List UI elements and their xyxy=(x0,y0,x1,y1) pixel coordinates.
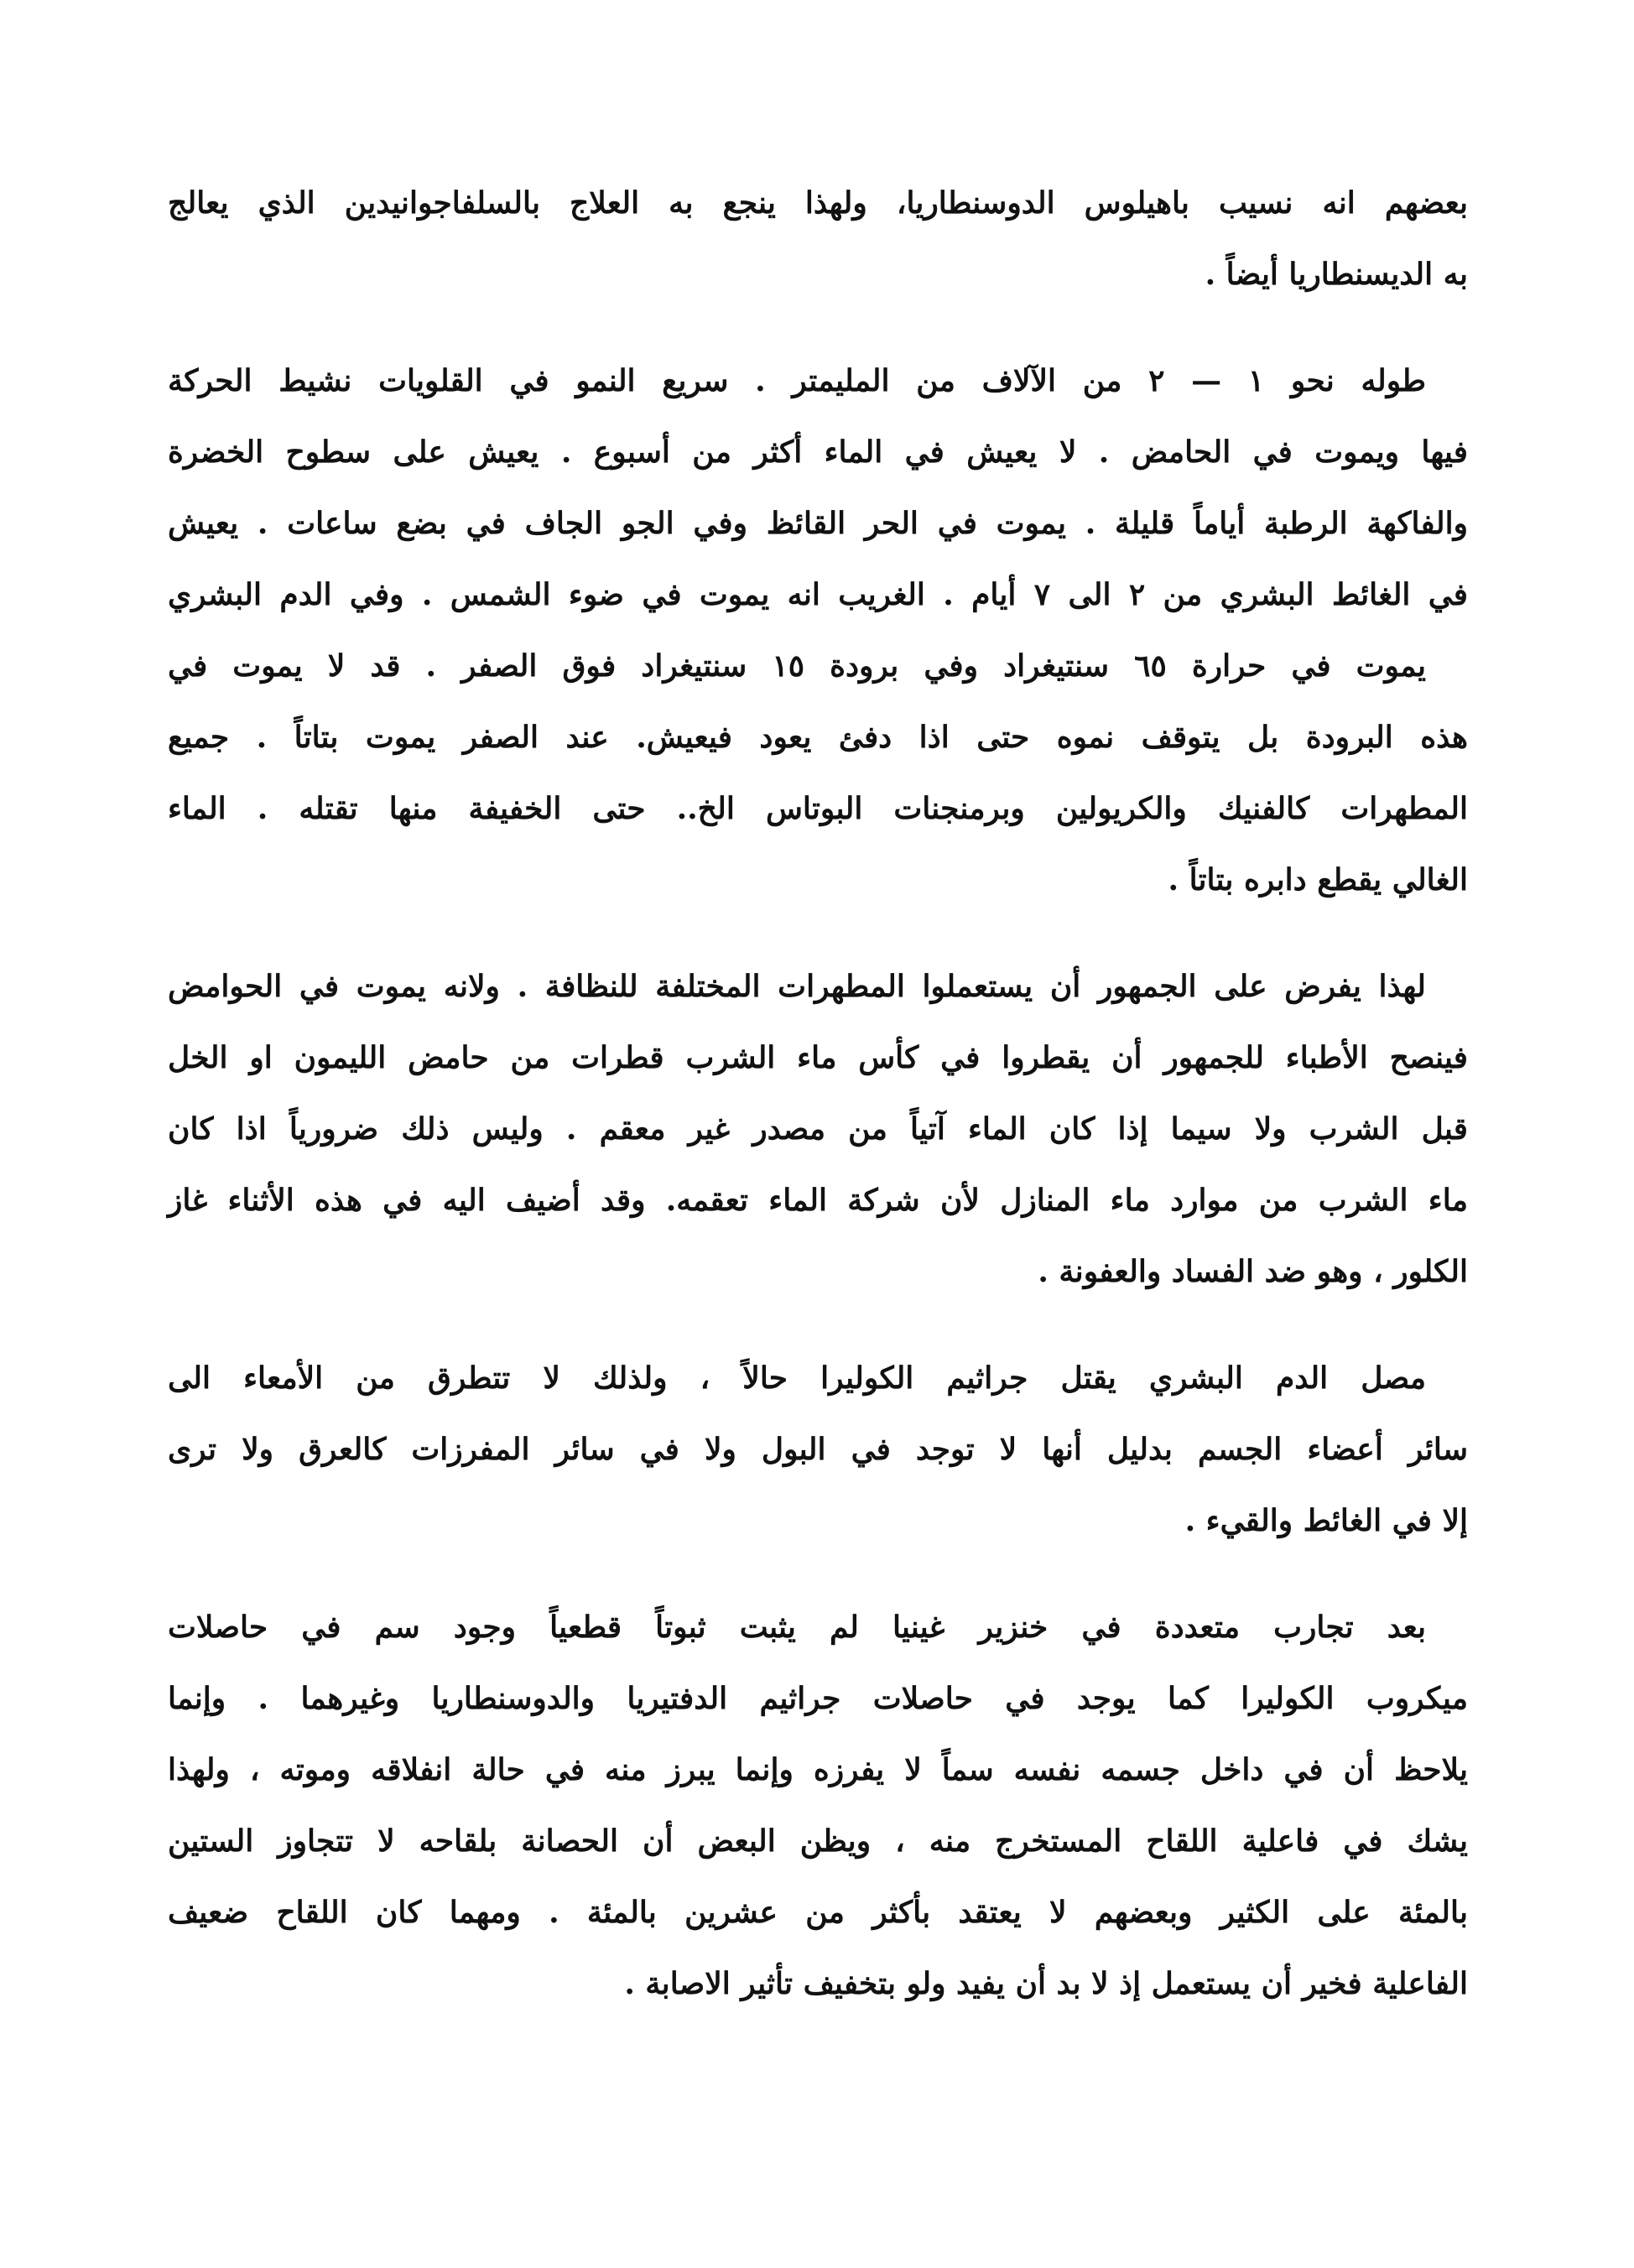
text-line: بعضهم انه نسيب باهيلوس الدوسنطاريا، ولهذا ينجع به العلاج بالسلفاجوانيدين الذي يعالج xyxy=(168,185,1468,221)
text-line: فيها ويموت في الحامض . لا يعيش في الماء أكثر من أسبوع . يعيش على سطوح الخضرة xyxy=(168,434,1468,470)
text-line: يموت في حرارة ٦٥ سنتيغراد وفي برودة ١٥ سنتيغراد فوق الصفر . قد لا يموت في xyxy=(168,648,1426,684)
paragraph-4 xyxy=(168,1343,1468,1557)
text-line: ماء الشرب من موارد ماء المنازل لأن شركة الماء تعقمه. وقد أضيف اليه في هذه الأثناء غاز xyxy=(168,1183,1468,1218)
paragraph-5 xyxy=(168,1592,1468,2020)
text-line: في الغائط البشري من ٢ الى ٧ أيام . الغريب انه يموت في ضوء الشمس . وفي الدم البشري xyxy=(168,577,1468,612)
text-line: هذه البرودة بل يتوقف نموه حتى اذا دفئ يعود فيعيش. عند الصفر يموت بتاتاً . جميع xyxy=(168,720,1468,755)
text-line: بالمئة على الكثير وبعضهم لا يعتقد بأكثر من عشرين بالمئة . ومهما كان اللقاح ضعيف xyxy=(168,1895,1468,1930)
text-line: ميكروب الكوليرا كما يوجد في حاصلات جراثيم الدفتيريا والدوسنطاريا وغيرهما . وإنما xyxy=(168,1681,1468,1716)
text-line: الفاعلية فخير أن يستعمل إذ لا بد أن يفيد ولو بتخفيف تأثير الاصابة . xyxy=(624,1966,1468,2001)
book-page xyxy=(168,168,1468,2055)
text-line: طوله نحو ١ — ٢ من الآلاف من المليمتر . سريع النمو في القلويات نشيط الحركة xyxy=(168,363,1426,398)
text-line: يشك في فاعلية اللقاح المستخرج منه ، ويظن البعض أن الحصانة بلقاحه لا تتجاوز الستين xyxy=(168,1823,1468,1859)
text-line: إلا في الغائط والقيء . xyxy=(1184,1503,1468,1538)
text-line: الغالي يقطع دابره بتاتاً . xyxy=(1168,862,1468,897)
paragraph-1 xyxy=(168,168,1468,310)
text-line: الكلور ، وهو ضد الفساد والعفونة . xyxy=(1038,1254,1468,1289)
paragraph-3 xyxy=(168,951,1468,1308)
text-line: مصل الدم البشري يقتل جراثيم الكوليرا حالاً ، ولذلك لا تتطرق من الأمعاء الى xyxy=(168,1360,1426,1396)
text-line: بعد تجارب متعددة في خنزير غينيا لم يثبت ثبوتاً قطعياً وجود سم في حاصلات xyxy=(168,1610,1426,1645)
text-line: فينصح الأطباء للجمهور أن يقطروا في كأس ماء الشرب قطرات من حامض الليمون او الخل xyxy=(168,1040,1468,1075)
text-line: قبل الشرب ولا سيما إذا كان الماء آتياً من مصدر غير معقم . وليس ذلك ضرورياً اذا كان xyxy=(168,1111,1468,1147)
paragraph-2 xyxy=(168,346,1468,916)
text-line: سائر أعضاء الجسم بدليل أنها لا توجد في البول ولا في سائر المفرزات كالعرق ولا ترى xyxy=(168,1432,1468,1467)
text-line: لهذا يفرض على الجمهور أن يستعملوا المطهرات المختلفة للنظافة . ولانه يموت في الحوامض xyxy=(168,969,1426,1004)
text-line: به الديسنطاريا أيضاً . xyxy=(1205,257,1468,292)
text-line: والفاكهة الرطبة أياماً قليلة . يموت في الحر القائظ وفي الجو الجاف في بضع ساعات . يعيش xyxy=(168,506,1468,541)
text-line: المطهرات كالفنيك والكريولين وبرمنجنات البوتاس الخ.. حتى الخفيفة منها تقتله . الماء xyxy=(168,791,1468,826)
text-line: يلاحظ أن في داخل جسمه نفسه سماً لا يفرزه وإنما يبرز منه في حالة انفلاقه وموته ، ولهذا xyxy=(168,1752,1468,1787)
